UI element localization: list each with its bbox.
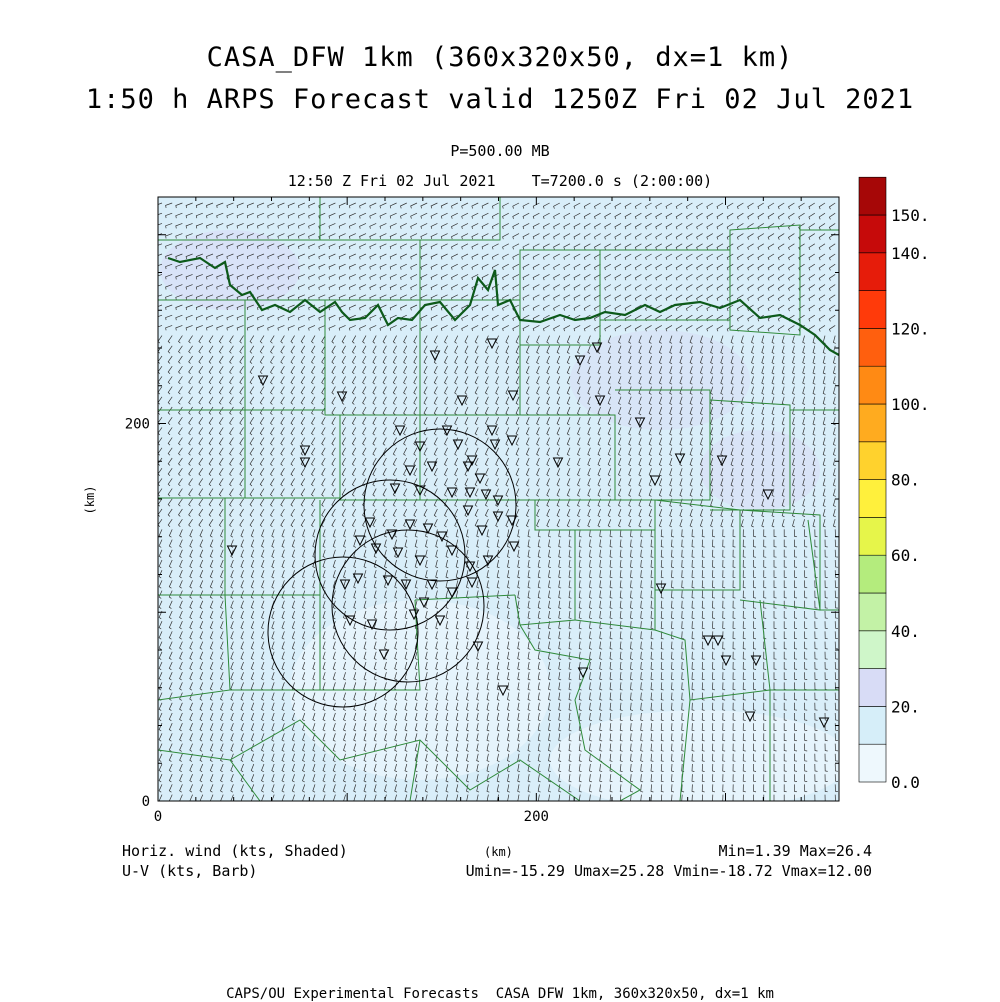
colorbar-swatch xyxy=(859,744,886,782)
colorbar-label: 40. xyxy=(891,621,920,641)
footer-shaded-label: Horiz. wind (kts, Shaded) xyxy=(122,842,348,860)
colorbar-label: 80. xyxy=(891,470,920,490)
colorbar-swatch xyxy=(859,215,886,253)
colorbar-label: 60. xyxy=(891,546,920,566)
x-tick-label: 200 xyxy=(523,809,549,825)
colorbar-label: 100. xyxy=(891,395,930,414)
colorbar-label: 0.0 xyxy=(891,773,920,792)
colorbar-label: 140. xyxy=(891,243,930,263)
y-tick-label: 0 xyxy=(141,794,150,810)
x-tick-label: 0 xyxy=(153,809,163,825)
x-axis-label: (km) xyxy=(484,845,513,859)
colorbar-label: 150. xyxy=(891,206,930,225)
title-line-1: CASA_DFW 1km (360x320x50, dx=1 km) xyxy=(206,42,794,73)
field-min-max: Min=1.39 Max=26.4 xyxy=(718,842,872,860)
colorbar-swatch xyxy=(859,669,886,707)
colorbar-swatch xyxy=(859,480,886,518)
colorbar-swatch xyxy=(859,366,886,404)
y-tick-label: 200 xyxy=(124,416,150,433)
footer-barb-label: U-V (kts, Barb) xyxy=(122,862,258,880)
wind-max-blob xyxy=(160,230,300,310)
colorbar-swatch xyxy=(859,328,886,366)
colorbar-swatch xyxy=(859,706,886,744)
colorbar-swatch xyxy=(859,555,886,593)
colorbar xyxy=(859,177,886,782)
colorbar-label: 20. xyxy=(891,697,920,717)
colorbar-swatch xyxy=(859,442,886,480)
wind-max-blob xyxy=(700,430,820,510)
pressure-level: P=500.00 MB xyxy=(450,142,550,160)
colorbar-labels xyxy=(891,206,930,792)
y-axis-label: (km) xyxy=(83,485,97,515)
valid-time-info: 12:50 Z Fri 02 Jul 2021 T=7200.0 s (2:00:00) xyxy=(287,172,713,190)
colorbar-swatch xyxy=(859,517,886,555)
colorbar-swatch xyxy=(859,291,886,329)
footer-credit: CAPS/OU Experimental Forecasts CASA DFW 1km, 360x320x50, dx=1 km xyxy=(226,986,774,1002)
colorbar-swatch xyxy=(859,253,886,291)
colorbar-swatch xyxy=(859,593,886,631)
uv-min-max: Umin=-15.29 Umax=25.28 Vmin=-18.72 Vmax=12.00 xyxy=(465,862,872,880)
colorbar-label: 120. xyxy=(891,319,930,339)
colorbar-swatch xyxy=(859,631,886,669)
colorbar-swatch xyxy=(859,404,886,442)
title-line-2: 1:50 h ARPS Forecast valid 1250Z Fri 02 Jul 2021 xyxy=(85,84,915,115)
